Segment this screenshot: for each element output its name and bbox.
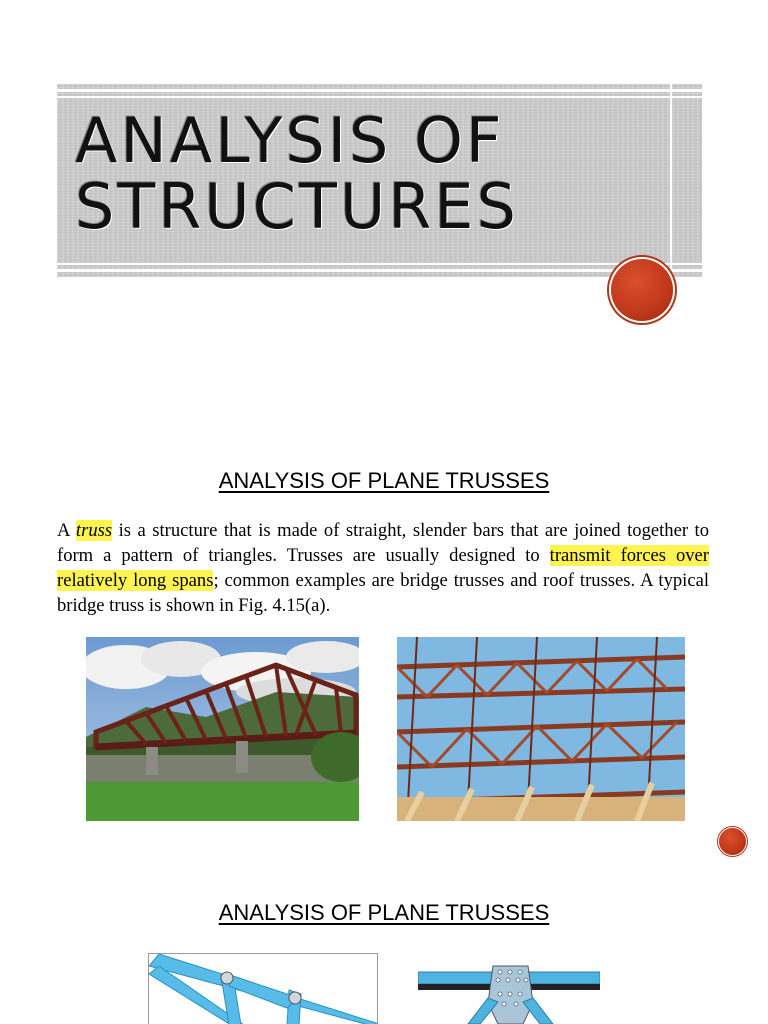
truss-definition-paragraph [57, 518, 709, 618]
title-line-2: STRUCTURES [75, 170, 519, 243]
section-heading-text: ANALYSIS OF PLANE TRUSSES [218, 468, 550, 493]
decorative-circle-icon [611, 259, 673, 321]
highlight-truss: truss [75, 520, 113, 541]
banner-rule [57, 269, 702, 272]
title-banner [57, 84, 702, 277]
roof-truss-photo [397, 637, 685, 821]
page-title [75, 104, 519, 243]
title-line-1: ANALYSIS OF [75, 104, 505, 177]
section-heading-text: ANALYSIS OF PLANE TRUSSES [218, 900, 550, 925]
decorative-circle-icon [719, 828, 746, 855]
paragraph-text: is a structure that is made of straight, slender bars that are joined together to form a pattern of triangles. Trusses are usually designed to [57, 520, 709, 566]
section-heading [0, 900, 768, 926]
banner-vertical-rule [670, 84, 672, 277]
banner-rule [57, 89, 702, 92]
truss-diagram [148, 953, 378, 1024]
paragraph-text: ; common examples are bridge trusses and roof trusses. A typical bridge truss is shown in Fig. 4.15(a). [57, 570, 709, 616]
gusset-plate-diagram [418, 958, 600, 1024]
banner-rule [57, 263, 702, 265]
paragraph-text: A [57, 520, 76, 541]
bridge-truss-photo [86, 637, 359, 821]
highlight-transmit-forces: transmit forces over relatively long spans [57, 545, 709, 591]
section-heading [0, 468, 768, 494]
banner-rule [57, 96, 702, 98]
